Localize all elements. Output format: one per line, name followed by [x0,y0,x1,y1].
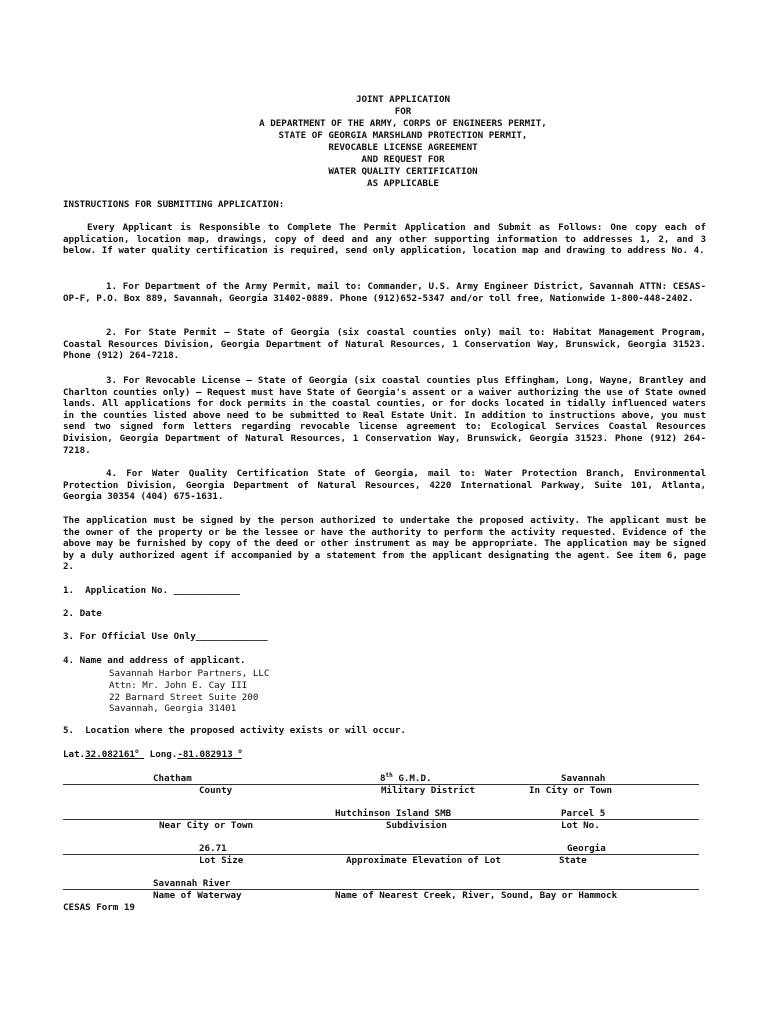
lot-size-label: Lot Size [199,855,244,866]
elevation-label: Approximate Elevation of Lot [346,855,501,866]
applicant-line: Savannah Harbor Partners, LLC [109,668,270,679]
near-city-label: Near City or Town [159,820,254,831]
signing-paragraph: The application must be signed by the person authorized to undertake the proposed activity. The applicant must be the owner of the property or be the lessee or have the authority to perform the activity requested. Evidence of the above may be furnished by copy of the deed or other instrument as may be appropriate. The application may be signed by a duly authorized agent if accompanied by a statement from the applicant designating the agent. See item 6, page 2. [63,515,706,573]
title-line: AND REQUEST FOR [361,154,445,165]
waterway-value[interactable]: Savannah River [153,878,231,889]
state-value[interactable]: Georgia [567,843,606,854]
lat-label: Lat. [63,749,86,760]
city-label: In City or Town [529,785,612,796]
title-line: REVOCABLE LICENSE AGREEMENT [328,142,478,153]
district-value[interactable]: 8th G.M.D. [380,772,432,784]
title-line: A DEPARTMENT OF THE ARMY, CORPS OF ENGINEERS PERMIT, [259,118,547,129]
long-label: Long. [149,749,178,760]
applicant-line: Savannah, Georgia 31401 [109,703,237,715]
county-value[interactable]: Chatham [153,773,192,784]
county-label: County [199,785,233,796]
document-title [0,94,770,190]
instruction-item-4: 4. For Water Quality Certification State of Georgia, mail to: Water Protection Branch, Environmental Protection Division, Georgia Department of Natural Resources, 4220 International Parkway, Suite 101, Atlanta, Georgia 30354 (404) 675-1631. [63,468,706,503]
subdivision-label: Subdivision [386,820,447,831]
lot-size-value[interactable]: 26.71 [199,843,227,854]
waterway-label: Name of Waterway [153,890,242,901]
official-use-field[interactable]: 3. For Official Use Only_____________ [63,631,268,642]
title-line: FOR [394,106,412,117]
title-line: WATER QUALITY CERTIFICATION [328,166,478,177]
long-value[interactable]: -81.082913 $^o$ [177,748,242,760]
instruction-item-2: 2. For State Permit – State of Georgia (six coastal counties only) mail to: Habitat Management Program, Coastal Resources Division, Georgia Department of Natural Resources, 1 Conservation Way, Brunswick, Georgia 31523. Phone (912) 264-7218. [63,327,706,362]
instructions-heading: INSTRUCTIONS FOR SUBMITTING APPLICATION: [63,199,285,210]
applicant-address [109,668,269,715]
applicant-heading: 4. Name and address of applicant. [63,655,246,666]
subdivision-value[interactable]: Hutchinson Island SMB [335,808,452,819]
applicant-line: 22 Barnard Street Suite 200 [109,691,259,703]
title-line: STATE OF GEORGIA MARSHLAND PROTECTION PERMIT, [278,130,528,141]
city-value[interactable]: Savannah [561,773,606,784]
lot-number-value[interactable]: Parcel 5 [561,808,606,819]
intro-paragraph: Every Applicant is Responsible to Complete The Permit Application and Submit as Follows: One copy each of application, location map, drawings, copy of deed and any other supporting information to addresses 1, 2, and 3 below. If water quality certification is required, send only application, location map and drawing to address No. 4. [63,222,706,257]
lat-value[interactable]: 32.082161$^o$ [85,748,139,760]
applicant-line: Attn: Mr. John E. Cay III [109,679,248,691]
location-heading: 5. Location where the proposed activity exists or will occur. [63,725,406,736]
lot-number-label: Lot No. [561,820,600,831]
application-number-field[interactable]: 1. Application No. ____________ [63,585,241,596]
title-line: AS APPLICABLE [367,178,439,189]
state-label: State [559,855,587,866]
instruction-item-1: 1. For Department of the Army Permit, mail to: Commander, U.S. Army Engineer District, Savannah ATTN: CESAS-OP-F, P.O. Box 889, Savannah, Georgia 31402-0889. Phone (912)652-5347 and/or toll free, Nationwide 1-800-448-2402. [63,281,706,304]
creek-label: Name of Nearest Creek, River, Sound, Bay or Hammock [335,890,618,901]
date-field[interactable]: 2. Date [63,608,102,619]
district-label: Military District [381,785,476,796]
instruction-item-3: 3. For Revocable License – State of Georgia (six coastal counties plus Effingham, Long, Wayne, Brantley and Charlton counties only) – Request must have State of Georgia's assent or a waiver authorizing the use of State owned lands. All applications for dock permits in the coastal counties, or for docks located in tidally influenced waters in the counties listed above need to be submitted to Real Estate Unit. In addition to instructions above, you must send two signed form letters regarding revocable license agreement to: Ecological Services Coastal Resources Division, Georgia Department of Natural Resources, 1 Conservation Way, Brunswick, Georgia 31523. Phone (912) 264-7218. [63,375,706,456]
title-line: JOINT APPLICATION [355,94,451,105]
coordinates [63,749,242,761]
form-number-footer: CESAS Form 19 [63,902,135,913]
